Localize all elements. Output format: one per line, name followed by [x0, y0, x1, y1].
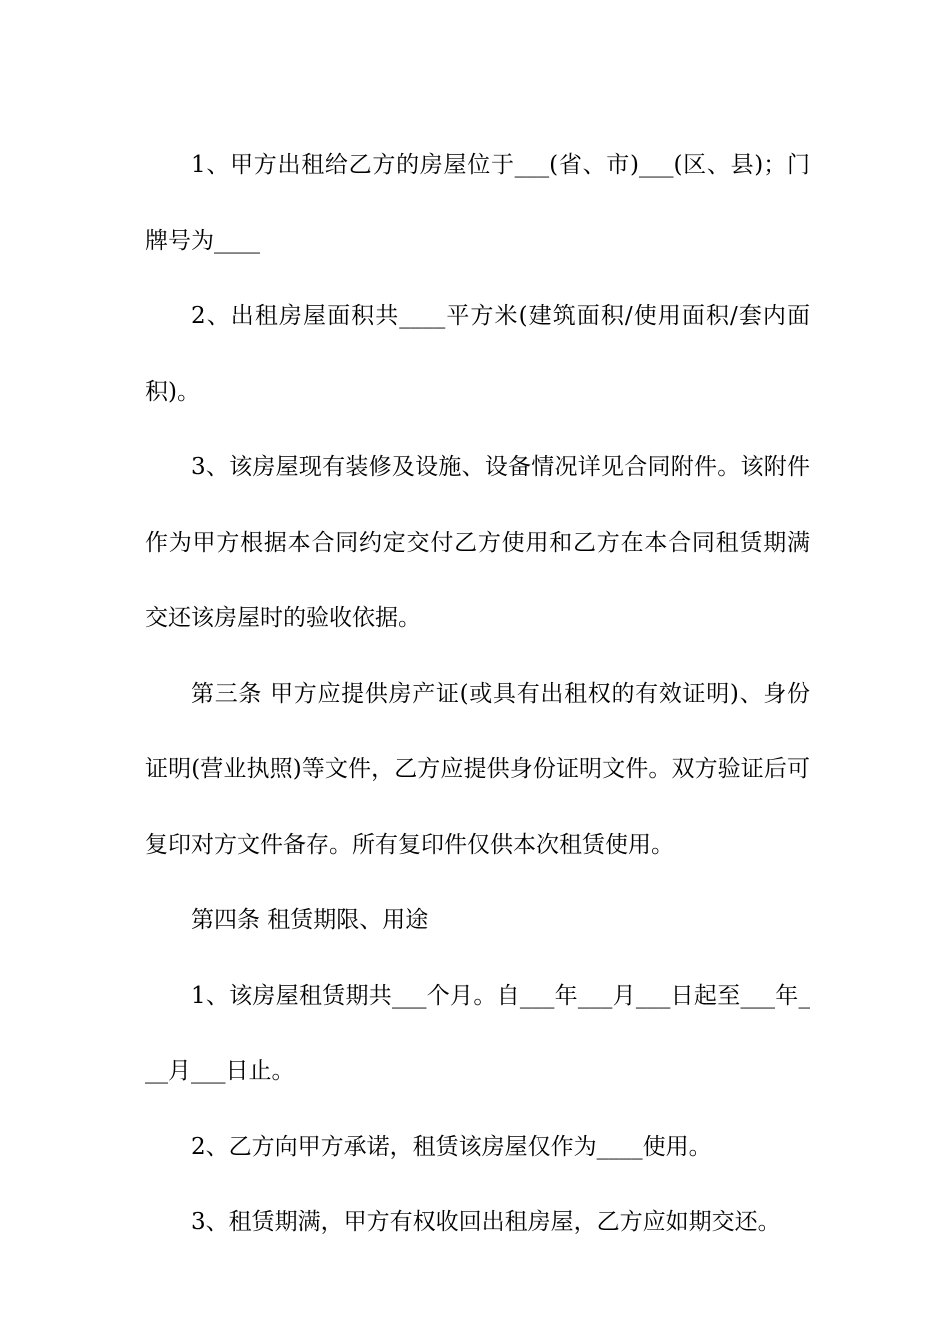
clause-2-area: 2、出租房屋面积共____平方米(建筑面积/使用面积/套内面积)。 [145, 303, 810, 405]
article-4-clause-1-term: 1、该房屋租赁期共___个月。自___年___月___日起至___年___月___日止。 [145, 982, 810, 1084]
clause-3-facilities: 3、该房屋现有装修及设施、设备情况详见合同附件。该附件作为甲方根据本合同约定交付乙方使用和乙方在本合同租赁期满交还该房屋时的验收依据。 [145, 454, 810, 631]
clause-1-location: 1、甲方出租给乙方的房屋位于___(省、市)___(区、县)；门牌号为____ [145, 152, 810, 254]
article-3-documents: 第三条 甲方应提供房产证(或具有出租权的有效证明)、身份证明(营业执照)等文件，乙方应提供身份证明文件。双方验证后可复印对方文件备存。所有复印件仅供本次租赁使用。 [145, 680, 810, 858]
document-body [145, 128, 810, 1261]
article-4-clause-3-return: 3、租赁期满，甲方有权收回出租房屋，乙方应如期交还。 [191, 1209, 781, 1235]
article-4-heading: 第四条 租赁期限、用途 [191, 907, 429, 933]
article-4-clause-2-use: 2、乙方向甲方承诺，租赁该房屋仅作为____使用。 [191, 1133, 712, 1160]
